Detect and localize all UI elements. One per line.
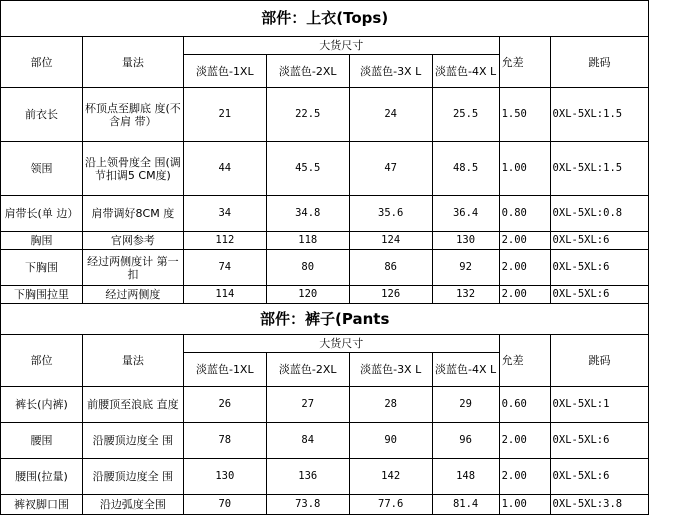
row-method: 官网参考 — [82, 232, 183, 250]
row-tolerance: 2.00 — [499, 286, 550, 304]
row-tolerance: 1.00 — [499, 495, 550, 515]
row-grade: 0XL-5XL:6 — [550, 286, 649, 304]
row-value: 24 — [349, 88, 432, 142]
row-method: 经过两侧度 — [82, 286, 183, 304]
row-value: 136 — [266, 459, 349, 495]
pants-size-header: 淡蓝色-4X L — [432, 353, 499, 387]
pants-title-row — [1, 304, 673, 335]
row-grade: 0XL-5XL:6 — [550, 423, 649, 459]
table-row — [1, 423, 673, 459]
table-row — [1, 232, 673, 250]
row-method: 沿上领骨度全 围(调节扣调5 CM度) — [82, 142, 183, 196]
row-tolerance: 2.00 — [499, 423, 550, 459]
pants-size-header: 淡蓝色-2XL — [266, 353, 349, 387]
row-part: 下胸围拉里 — [1, 286, 83, 304]
pants-header-row-1 — [1, 335, 673, 353]
row-value: 21 — [183, 88, 266, 142]
row-grade: 0XL-5XL:1.5 — [550, 142, 649, 196]
row-value: 73.8 — [266, 495, 349, 515]
row-method: 经过两侧度计 第一扣 — [82, 250, 183, 286]
row-grade: 0XL-5XL:1 — [550, 387, 649, 423]
row-value: 132 — [432, 286, 499, 304]
row-value: 34 — [183, 196, 266, 232]
tops-header-grade: 跳码 — [550, 37, 649, 88]
row-value: 81.4 — [432, 495, 499, 515]
row-part: 裤衩脚口围 — [1, 495, 83, 515]
tops-header-tolerance: 允差 — [499, 37, 550, 88]
row-value: 22.5 — [266, 88, 349, 142]
table-row — [1, 142, 673, 196]
row-value: 45.5 — [266, 142, 349, 196]
tops-size-header: 淡蓝色-2XL — [266, 55, 349, 88]
pants-size-header: 淡蓝色-3X L — [349, 353, 432, 387]
table-row — [1, 286, 673, 304]
row-part: 前衣长 — [1, 88, 83, 142]
row-part: 领围 — [1, 142, 83, 196]
tops-title-row — [1, 1, 673, 37]
row-value: 44 — [183, 142, 266, 196]
row-tolerance: 2.00 — [499, 232, 550, 250]
tops-header-bulk-size: 大货尺寸 — [183, 37, 499, 55]
row-tolerance: 1.50 — [499, 88, 550, 142]
row-value: 77.6 — [349, 495, 432, 515]
row-grade: 0XL-5XL:1.5 — [550, 88, 649, 142]
tops-size-header: 淡蓝色-1XL — [183, 55, 266, 88]
row-value: 28 — [349, 387, 432, 423]
row-value: 126 — [349, 286, 432, 304]
row-value: 84 — [266, 423, 349, 459]
row-tolerance: 2.00 — [499, 250, 550, 286]
row-value: 26 — [183, 387, 266, 423]
row-value: 80 — [266, 250, 349, 286]
row-part: 下胸围 — [1, 250, 83, 286]
row-method: 杯顶点至脚底 度(不含肩 带） — [82, 88, 183, 142]
table-row — [1, 250, 673, 286]
table-row — [1, 459, 673, 495]
row-value: 86 — [349, 250, 432, 286]
row-method: 沿腰顶边度全 围 — [82, 423, 183, 459]
row-part: 腰围(拉量) — [1, 459, 83, 495]
pants-section-title: 部件：裤子(Pants — [1, 304, 649, 335]
row-value: 27 — [266, 387, 349, 423]
row-part: 裤长(内裤) — [1, 387, 83, 423]
row-method: 肩带调好8CM 度 — [82, 196, 183, 232]
tops-header-method: 量法 — [82, 37, 183, 88]
row-value: 148 — [432, 459, 499, 495]
row-value: 96 — [432, 423, 499, 459]
row-value: 124 — [349, 232, 432, 250]
row-tolerance: 0.60 — [499, 387, 550, 423]
row-value: 90 — [349, 423, 432, 459]
row-grade: 0XL-5XL:6 — [550, 232, 649, 250]
row-value: 78 — [183, 423, 266, 459]
tops-header-row-1 — [1, 37, 673, 55]
tops-size-header: 淡蓝色-3X L — [349, 55, 432, 88]
row-part: 腰围 — [1, 423, 83, 459]
row-tolerance: 2.00 — [499, 459, 550, 495]
row-value: 48.5 — [432, 142, 499, 196]
row-method: 沿边弧度全围 — [82, 495, 183, 515]
pants-header-grade: 跳码 — [550, 335, 649, 387]
row-part: 胸围 — [1, 232, 83, 250]
table-row — [1, 196, 673, 232]
row-value: 130 — [183, 459, 266, 495]
row-value: 35.6 — [349, 196, 432, 232]
row-value: 47 — [349, 142, 432, 196]
row-value: 34.8 — [266, 196, 349, 232]
pants-header-bulk-size: 大货尺寸 — [183, 335, 499, 353]
tops-header-part: 部位 — [1, 37, 83, 88]
row-grade: 0XL-5XL:6 — [550, 459, 649, 495]
pants-header-part: 部位 — [1, 335, 83, 387]
row-value: 70 — [183, 495, 266, 515]
row-method: 沿腰顶边度全 围 — [82, 459, 183, 495]
row-grade: 0XL-5XL:0.8 — [550, 196, 649, 232]
pants-size-header: 淡蓝色-1XL — [183, 353, 266, 387]
row-value: 29 — [432, 387, 499, 423]
row-grade: 0XL-5XL:6 — [550, 250, 649, 286]
pants-header-method: 量法 — [82, 335, 183, 387]
row-value: 118 — [266, 232, 349, 250]
row-value: 142 — [349, 459, 432, 495]
tops-section-title: 部件：上衣(Tops) — [1, 1, 649, 37]
tops-size-header: 淡蓝色-4X L — [432, 55, 499, 88]
table-row — [1, 387, 673, 423]
row-value: 114 — [183, 286, 266, 304]
row-value: 25.5 — [432, 88, 499, 142]
table-row — [1, 495, 673, 515]
row-value: 120 — [266, 286, 349, 304]
row-value: 112 — [183, 232, 266, 250]
row-value: 92 — [432, 250, 499, 286]
row-tolerance: 0.80 — [499, 196, 550, 232]
row-value: 36.4 — [432, 196, 499, 232]
table-row — [1, 88, 673, 142]
row-tolerance: 1.00 — [499, 142, 550, 196]
row-method: 前腰顶至浪底 直度 — [82, 387, 183, 423]
pants-header-tolerance: 允差 — [499, 335, 550, 387]
row-value: 130 — [432, 232, 499, 250]
row-part: 肩带长(单 边） — [1, 196, 83, 232]
row-value: 74 — [183, 250, 266, 286]
row-grade: 0XL-5XL:3.8 — [550, 495, 649, 515]
